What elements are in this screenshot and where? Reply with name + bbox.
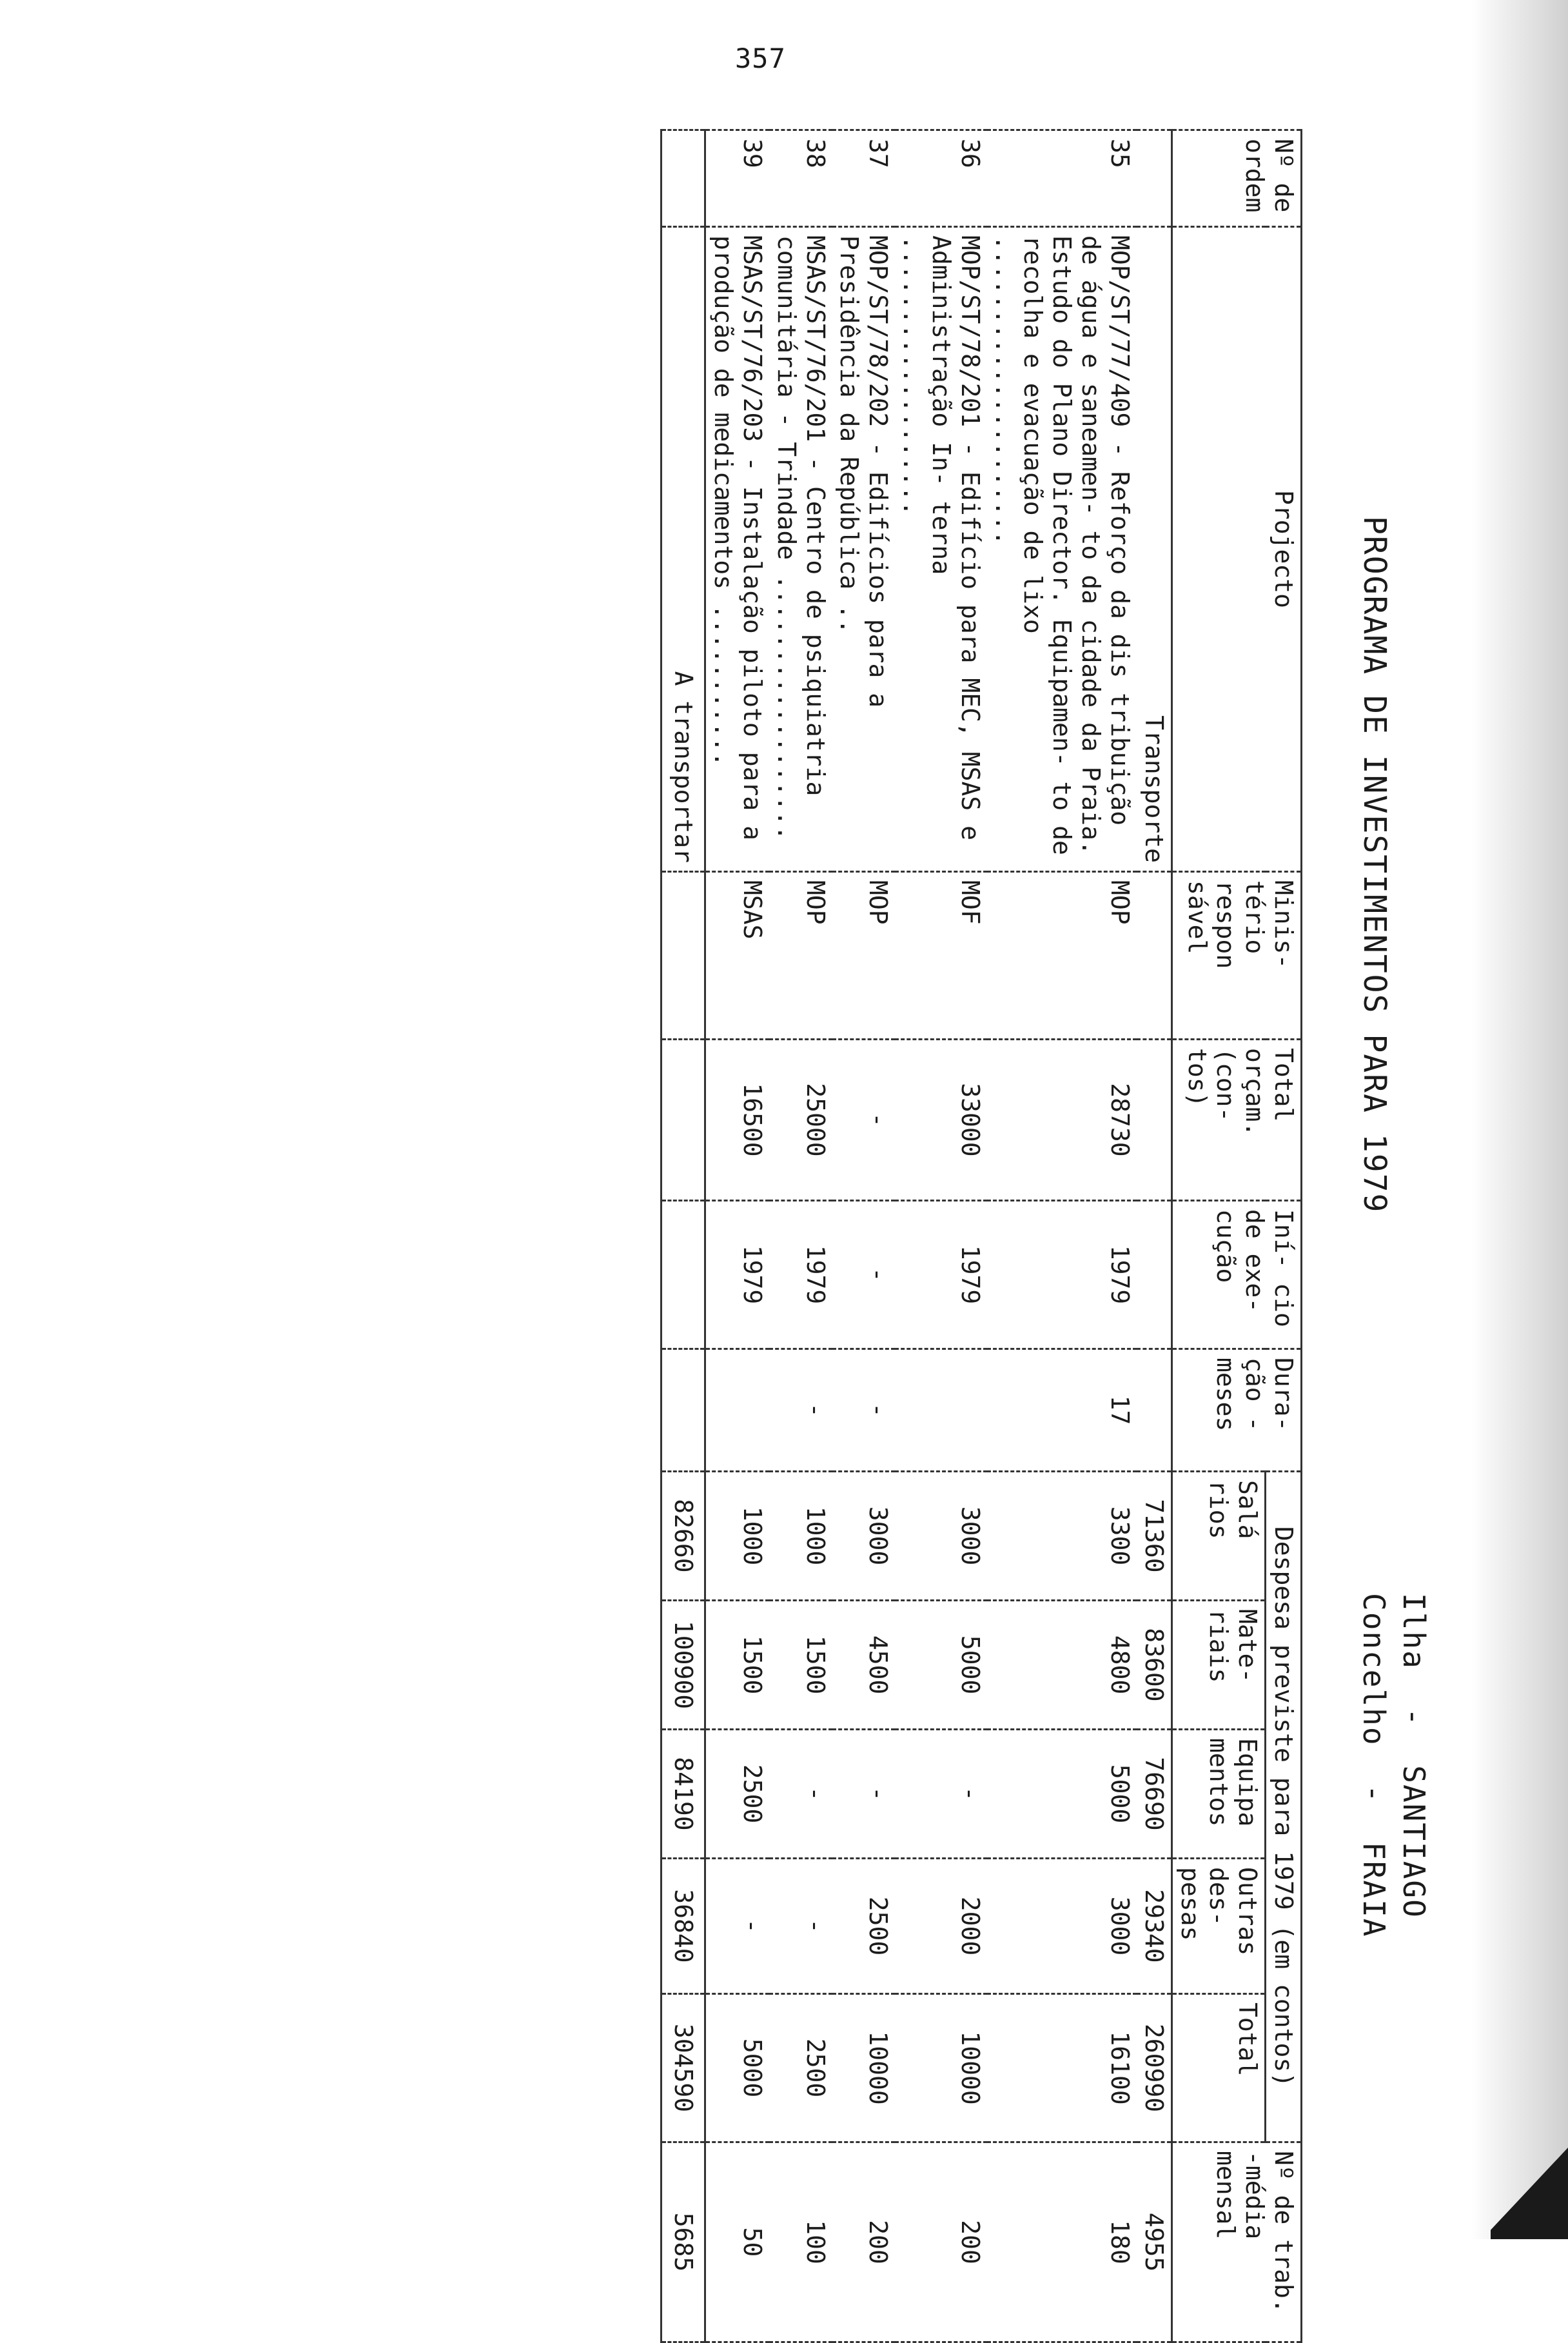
row-total-orcam: 33000 (895, 1040, 986, 1201)
row-outras: - (769, 1859, 832, 1994)
row-total-orcam: 16500 (705, 1040, 769, 1201)
header-row (1266, 130, 1302, 2342)
row-ministerio: MSAS (705, 872, 769, 1040)
header-ordem: Nº de ordem (1171, 130, 1301, 227)
row-salarios: 3000 (832, 1472, 896, 1601)
header-trabalhadores: Nº de trab. -média mensal (1171, 2142, 1301, 2342)
row-ordem: 36 (895, 130, 986, 227)
header-total-orcam: Total orçam. (con- tos) (1171, 1040, 1301, 1201)
row-duracao: 17 (987, 1349, 1137, 1472)
row-trabalhadores: 100 (769, 2142, 832, 2342)
title-block (1302, 129, 1431, 2212)
a-transportar-total: 304590 (662, 1994, 705, 2142)
row-inicio: 1979 (987, 1201, 1137, 1349)
row-duracao: - (769, 1349, 832, 1472)
a-transportar-row (662, 130, 705, 2342)
row-total: 10000 (832, 1994, 896, 2142)
row-materiais: 4800 (987, 1601, 1137, 1730)
row-ordem: 39 (705, 130, 769, 227)
transporte-outras: 29340 (1137, 1859, 1171, 1994)
header-materiais: Mate- riais (1171, 1601, 1265, 1730)
header-outras: Outras des- pesas (1171, 1859, 1265, 1994)
row-projecto: MOP/ST/78/202 - Edifícios para a Presidência da República .. (832, 227, 896, 872)
transporte-total: 260990 (1137, 1994, 1171, 2142)
row-salarios: 3000 (895, 1472, 986, 1601)
island-line: Ilha - SANTIAGO (1396, 1593, 1431, 1919)
a-transportar-trabalhadores: 5685 (662, 2142, 705, 2342)
row-projecto: MSAS/ST/76/203 - Instalação piloto para a produção de medicamentos ........... (705, 227, 769, 872)
transporte-trabalhadores: 4955 (1137, 2142, 1171, 2342)
row-salarios: 1000 (705, 1472, 769, 1601)
transporte-label: Transporte (1137, 227, 1171, 872)
row-total: 16100 (987, 1994, 1137, 2142)
table-row (705, 130, 769, 2342)
a-transportar-equipamentos: 84190 (662, 1730, 705, 1859)
row-equipamentos: - (832, 1730, 896, 1859)
row-trabalhadores: 50 (705, 2142, 769, 2342)
municipality-line: Concelho - FRAIA (1357, 1593, 1391, 1938)
a-transportar-label: A transportar (662, 227, 705, 872)
scan-edge-shadow (1471, 0, 1568, 2239)
row-salarios: 1000 (769, 1472, 832, 1601)
table-row (832, 130, 896, 2342)
header-total: Total (1171, 1994, 1265, 2142)
row-materiais: 1500 (769, 1601, 832, 1730)
row-total: 2500 (769, 1994, 832, 2142)
row-outras: 2500 (832, 1859, 896, 1994)
page-title: PROGRAMA DE INVESTIMENTOS PARA 1979 (1357, 516, 1393, 1214)
investment-table (660, 129, 1302, 2343)
row-trabalhadores: 180 (987, 2142, 1137, 2342)
row-ordem: 37 (832, 130, 896, 227)
row-equipamentos: 5000 (987, 1730, 1137, 1859)
row-outras: 3000 (987, 1859, 1137, 1994)
transporte-salarios: 71360 (1137, 1472, 1171, 1601)
header-projecto: Projecto (1171, 227, 1301, 872)
row-equipamentos: - (769, 1730, 832, 1859)
row-total: 10000 (895, 1994, 986, 2142)
row-inicio: 1979 (895, 1201, 986, 1349)
header-salarios: Salá rios (1171, 1472, 1265, 1601)
row-duracao (705, 1349, 769, 1472)
rotated-document (232, 129, 1431, 2313)
transporte-materiais: 83600 (1137, 1601, 1171, 1730)
row-trabalhadores: 200 (832, 2142, 896, 2342)
a-transportar-salarios: 82660 (662, 1472, 705, 1601)
row-duracao: - (832, 1349, 896, 1472)
transporte-equipamentos: 76690 (1137, 1730, 1171, 1859)
row-materiais: 1500 (705, 1601, 769, 1730)
table-row (987, 130, 1137, 2342)
table-row (895, 130, 986, 2342)
row-trabalhadores: 200 (895, 2142, 986, 2342)
row-inicio: - (832, 1201, 896, 1349)
header-inicio: Iní- cio de exe- cução (1171, 1201, 1301, 1349)
row-ordem: 38 (769, 130, 832, 227)
header-duracao: Dura- ção -meses (1171, 1349, 1301, 1472)
row-ministerio: MOF (895, 872, 986, 1040)
row-materiais: 4500 (832, 1601, 896, 1730)
row-materiais: 5000 (895, 1601, 986, 1730)
row-duracao (895, 1349, 986, 1472)
row-ordem: 35 (987, 130, 1137, 227)
table-row (769, 130, 832, 2342)
row-projecto: MOP/ST/78/201 - Edifício para MEC, MSAS e Administração In- terna ................... (895, 227, 986, 872)
row-outras: 2000 (895, 1859, 986, 1994)
row-projecto: MSAS/ST/76/201 - Centro de psiquiatria comunitária - Trindade .................. (769, 227, 832, 872)
row-equipamentos: 2500 (705, 1730, 769, 1859)
header-ministerio: Minis- tério respon sável (1171, 872, 1301, 1040)
row-total-orcam: - (832, 1040, 896, 1201)
a-transportar-materiais: 100900 (662, 1601, 705, 1730)
row-equipamentos: - (895, 1730, 986, 1859)
row-salarios: 3300 (987, 1472, 1137, 1601)
row-ministerio: MOP (832, 872, 896, 1040)
row-total-orcam: 28730 (987, 1040, 1137, 1201)
page-number: 357 (735, 43, 786, 74)
row-ministerio: MOP (987, 872, 1137, 1040)
header-equipamentos: Equipa mentos (1171, 1730, 1265, 1859)
header-despesa-group: Despesa previste para 1979 (em contos) (1266, 1472, 1302, 2142)
row-inicio: 1979 (769, 1201, 832, 1349)
row-outras: - (705, 1859, 769, 1994)
a-transportar-outras: 36840 (662, 1859, 705, 1994)
row-total-orcam: 25000 (769, 1040, 832, 1201)
row-projecto: MOP/ST/77/409 - Reforço da dis tribuição de água e saneamen- to da cidade da Praia. Estudo do Plano Director. Equipamen- to de recolha e evacuação de lixo ..................... (987, 227, 1137, 872)
row-ministerio: MOP (769, 872, 832, 1040)
row-total: 5000 (705, 1994, 769, 2142)
row-inicio: 1979 (705, 1201, 769, 1349)
transporte-row (1137, 130, 1171, 2342)
